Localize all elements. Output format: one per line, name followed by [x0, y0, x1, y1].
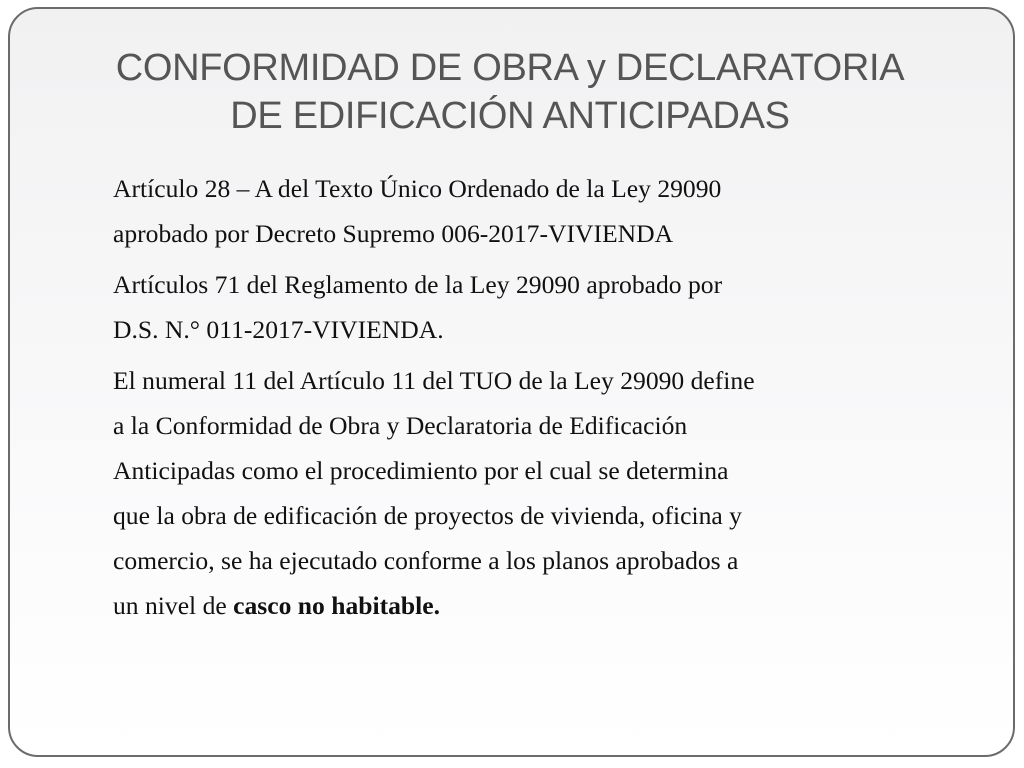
emphasis-casco-no-habitable: casco no habitable. — [233, 591, 441, 620]
paragraph-line: Artículos 71 del Reglamento de la Ley 29090 aprobado por — [113, 270, 723, 299]
paragraph-line: aprobado por Decreto Supremo 006-2017-VIVIENDA — [113, 219, 674, 248]
paragraph-article-71 — [113, 262, 963, 352]
paragraph-line: que la obra de edificación de proyectos de vivienda, oficina y — [113, 501, 742, 530]
slide-title — [60, 44, 960, 140]
last-line-prefix: un nivel de — [113, 591, 234, 620]
title-line-1: CONFORMIDAD DE OBRA y DECLARATORIA — [115, 47, 905, 89]
paragraph-line: a la Conformidad de Obra y Declaratoria de Edificación — [113, 411, 688, 440]
paragraph-line: El numeral 11 del Artículo 11 del TUO de la Ley 29090 define — [113, 366, 755, 395]
paragraph-line: comercio, se ha ejecutado conforme a los planos aprobados a — [113, 546, 739, 575]
paragraph-last-line — [113, 583, 963, 628]
paragraph-numeral-11 — [113, 358, 963, 628]
paragraph-article-28a — [113, 166, 963, 256]
paragraph-line: D.S. N.° 011-2017-VIVIENDA. — [113, 315, 444, 344]
paragraph-line: Anticipadas como el procedimiento por el cual se determina — [113, 456, 729, 485]
paragraph-line: Artículo 28 – A del Texto Único Ordenado de la Ley 29090 — [113, 174, 722, 203]
slide-body — [113, 166, 963, 634]
title-line-2: DE EDIFICACIÓN ANTICIPADAS — [230, 95, 790, 137]
